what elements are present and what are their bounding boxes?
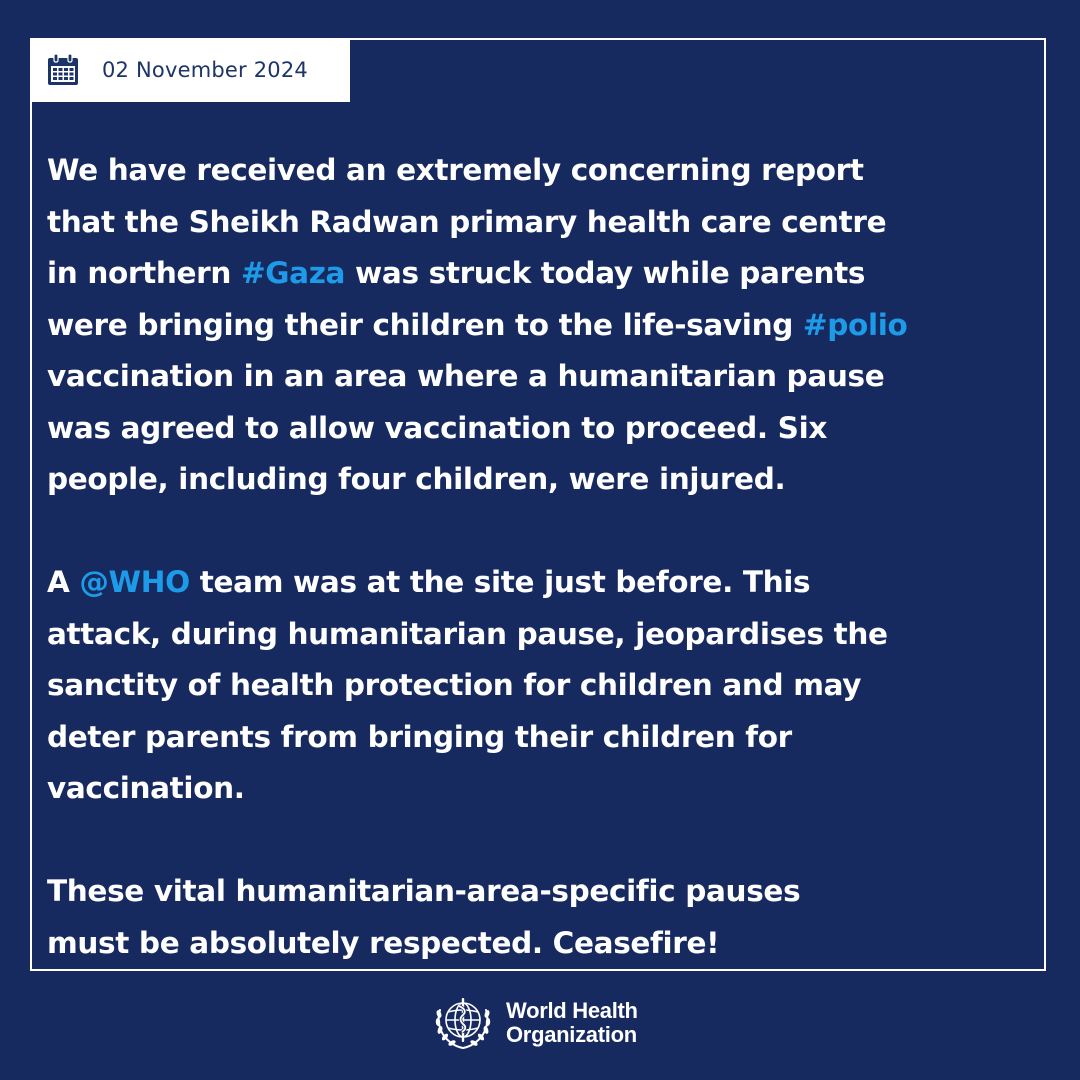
text-segment: in northern xyxy=(47,256,241,290)
text-segment: that the Sheikh Radwan primary health care centre xyxy=(47,204,887,239)
text-line xyxy=(47,454,1037,506)
text-segment: must be absolutely respected. Ceasefire! xyxy=(47,925,720,960)
text-segment: people, including four children, were injured. xyxy=(47,462,786,496)
text-segment: team was at the site just before. This xyxy=(189,565,811,599)
text-line xyxy=(47,248,1037,300)
text-line xyxy=(47,763,1037,815)
who-logo xyxy=(430,990,638,1056)
text-line xyxy=(47,557,1037,609)
post-date: 02 November 2024 xyxy=(102,58,308,82)
text-segment: attack, during humanitarian pause, jeopardises the xyxy=(47,616,888,651)
text-segment: A xyxy=(47,565,80,599)
logo-line-2: Organization xyxy=(506,1022,637,1047)
paragraph xyxy=(47,866,1037,969)
text-line xyxy=(47,351,1037,403)
text-line xyxy=(47,300,1037,352)
text-segment: We have received an extremely concerning report xyxy=(47,153,864,187)
text-line xyxy=(47,609,1037,661)
text-line xyxy=(47,660,1037,712)
statement-text xyxy=(47,145,1037,1021)
text-segment: vaccination. xyxy=(47,771,245,805)
logo-line-1: World Health xyxy=(506,998,638,1023)
text-line xyxy=(47,403,1037,455)
text-segment: vaccination in an area where a humanitarian pause xyxy=(47,359,885,393)
hashtag-link[interactable]: @WHO xyxy=(79,565,190,599)
text-line xyxy=(47,918,1037,970)
text-line xyxy=(47,197,1037,249)
text-line xyxy=(47,145,1037,197)
who-emblem-icon xyxy=(430,990,496,1056)
paragraph xyxy=(47,557,1037,815)
hashtag-link[interactable]: #polio xyxy=(802,307,908,342)
paragraph xyxy=(47,145,1037,506)
text-segment: sanctity of health protection for children and may xyxy=(47,668,862,702)
text-segment: were bringing their children to the life-saving xyxy=(47,307,803,342)
hashtag-link[interactable]: #Gaza xyxy=(240,256,346,290)
text-segment: deter parents from bringing their children for xyxy=(47,719,792,754)
date-badge xyxy=(30,38,350,102)
text-segment: was struck today while parents xyxy=(345,256,866,290)
text-line xyxy=(47,712,1037,764)
calendar-icon xyxy=(46,53,80,87)
text-segment: was agreed to allow vaccination to proceed. Six xyxy=(47,410,828,445)
text-segment: These vital humanitarian-area-specific pauses xyxy=(47,874,801,908)
text-line xyxy=(47,866,1037,918)
